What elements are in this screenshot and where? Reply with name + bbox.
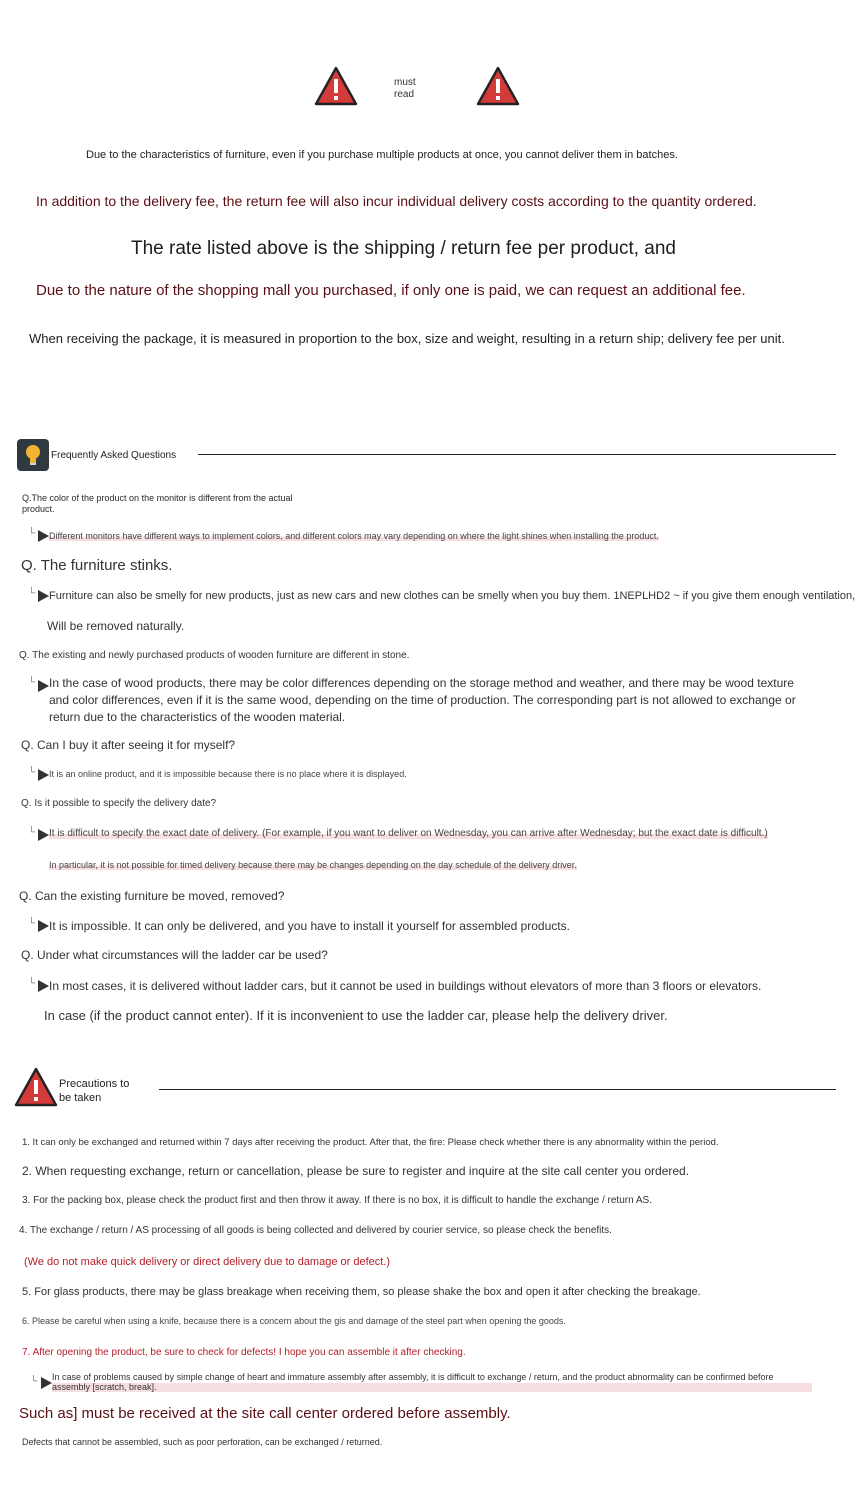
faq-answer: It is an online product, and it is impossible because there is no place where it is displayed. xyxy=(49,769,407,779)
faq-answer-continued: In particular, it is not possible for timed delivery because there may be changes depending on the day schedule of the delivery driver. xyxy=(49,860,577,870)
precaution-item: Defects that cannot be assembled, such as poor perforation, can be exchanged / returned. xyxy=(22,1437,383,1447)
reply-arrow-icon: └ xyxy=(28,827,36,838)
play-bullet-icon xyxy=(38,980,49,992)
precaution-item-warning: (We do not make quick delivery or direct delivery due to damage or defect.) xyxy=(24,1256,391,1268)
play-bullet-icon xyxy=(38,920,49,932)
reply-arrow-icon: └ xyxy=(28,767,36,778)
faq-answer: Furniture can also be smelly for new products, just as new cars and new clothes can be smelly when you buy them. 1NEPLHD2 ~ if you give them enough ventilation, xyxy=(49,590,856,602)
play-bullet-icon xyxy=(38,829,49,841)
faq-question: Q. The existing and newly purchased products of wooden furniture are different in stone. xyxy=(19,650,410,661)
reply-arrow-icon: └ xyxy=(28,978,36,989)
faq-answer: It is difficult to specify the exact date of delivery. (For example, if you want to deliver on Wednesday, you can arrive after Wednesday; but the exact date is difficult.) xyxy=(49,828,768,839)
faq-title: Frequently Asked Questions xyxy=(51,450,177,461)
precaution-item: 6. Please be careful when using a knife, because there is a concern about the gis and damage of the steel part when opening the goods. xyxy=(22,1316,566,1326)
faq-question: Q. Under what circumstances will the ladder car be used? xyxy=(21,948,328,962)
notice-additional-fee: Due to the nature of the shopping mall you purchased, if only one is paid, we can request an additional fee. xyxy=(36,282,746,299)
faq-answer: Different monitors have different ways to implement colors, and different colors may vary depending on where the light shines when installing the product. xyxy=(49,531,659,541)
faq-answer-continued: Will be removed naturally. xyxy=(47,619,185,633)
play-bullet-icon xyxy=(41,1377,52,1389)
reply-arrow-icon: └ xyxy=(28,918,36,929)
warning-triangle-icon xyxy=(476,66,520,106)
faq-answer: In most cases, it is delivered without ladder cars, but it cannot be used in buildings without elevators of more than 3 floors or elevators. xyxy=(49,979,762,993)
precaution-item-warning: 7. After opening the product, be sure to check for defects! I hope you can assemble it after checking. xyxy=(22,1347,466,1358)
precaution-item: 3. For the packing box, please check the product first and then throw it away. If there is no box, it is difficult to handle the exchange / return AS. xyxy=(22,1195,652,1206)
faq-question: Q.The color of the product on the monitor is different from the actual product. xyxy=(22,493,293,514)
faq-divider xyxy=(198,454,836,455)
notice-batches: Due to the characteristics of furniture, even if you purchase multiple products at once, you cannot deliver them in batches. xyxy=(86,149,678,161)
play-bullet-icon xyxy=(38,530,49,542)
faq-question: Q. Is it possible to specify the delivery date? xyxy=(21,798,217,809)
play-bullet-icon xyxy=(38,769,49,781)
must-read-label: must read xyxy=(394,77,416,100)
precautions-divider xyxy=(159,1089,836,1090)
precaution-item: 1. It can only be exchanged and returned within 7 days after receiving the product. After that, the fire: Please check whether there is any abnormality within the period. xyxy=(22,1137,719,1148)
precautions-title: Precautions to be taken xyxy=(59,1078,130,1104)
precaution-item: 2. When requesting exchange, return or cancellation, please be sure to register and inquire at the site call center you ordered. xyxy=(22,1164,690,1178)
warning-triangle-icon xyxy=(14,1067,58,1107)
faq-lightbulb-icon xyxy=(17,439,49,471)
notice-measured: When receiving the package, it is measured in proportion to the box, size and weight, resulting in a return ship; delivery fee per unit. xyxy=(29,331,785,346)
notice-rate: The rate listed above is the shipping / return fee per product, and xyxy=(131,238,676,259)
warning-triangle-icon xyxy=(314,66,358,106)
reply-arrow-icon: └ xyxy=(28,588,36,599)
faq-answer: In the case of wood products, there may be color differences depending on the storage method and weather, and there may be wood texture and color differences, even if it is the same wood, depending on the time of production. The corresponding part is not allowed to exchange or return due to the characteristics of the wooden material. xyxy=(49,676,796,724)
reply-arrow-icon: └ xyxy=(30,1376,38,1387)
play-bullet-icon xyxy=(38,590,49,602)
play-bullet-icon xyxy=(38,680,49,692)
precaution-item: 5. For glass products, there may be glass breakage when receiving them, so please shake the box and open it after checking the breakage. xyxy=(22,1286,701,1298)
faq-answer: It is impossible. It can only be delivered, and you have to install it yourself for assembled products. xyxy=(49,919,570,933)
precaution-subnote: In case of problems caused by simple change of heart and immature assembly after assembly, it is difficult to exchange / return, and the product abnormality can be confirmed before assembly [scratch, break]. xyxy=(52,1372,812,1392)
reply-arrow-icon: └ xyxy=(28,677,36,688)
faq-question: Q. Can the existing furniture be moved, removed? xyxy=(19,889,285,903)
precaution-emphasis: Such as] must be received at the site call center ordered before assembly. xyxy=(19,1405,511,1422)
precaution-item: 4. The exchange / return / AS processing of all goods is being collected and delivered by courier service, so please check the benefits. xyxy=(19,1225,612,1236)
reply-arrow-icon: └ xyxy=(28,528,36,539)
faq-question: Q. The furniture stinks. xyxy=(21,557,173,574)
faq-answer-continued: In case (if the product cannot enter). If it is inconvenient to use the ladder car, please help the delivery driver. xyxy=(44,1008,668,1023)
notice-return-fee: In addition to the delivery fee, the return fee will also incur individual delivery costs according to the quantity ordered. xyxy=(36,193,757,209)
faq-question: Q. Can I buy it after seeing it for myself? xyxy=(21,738,236,752)
